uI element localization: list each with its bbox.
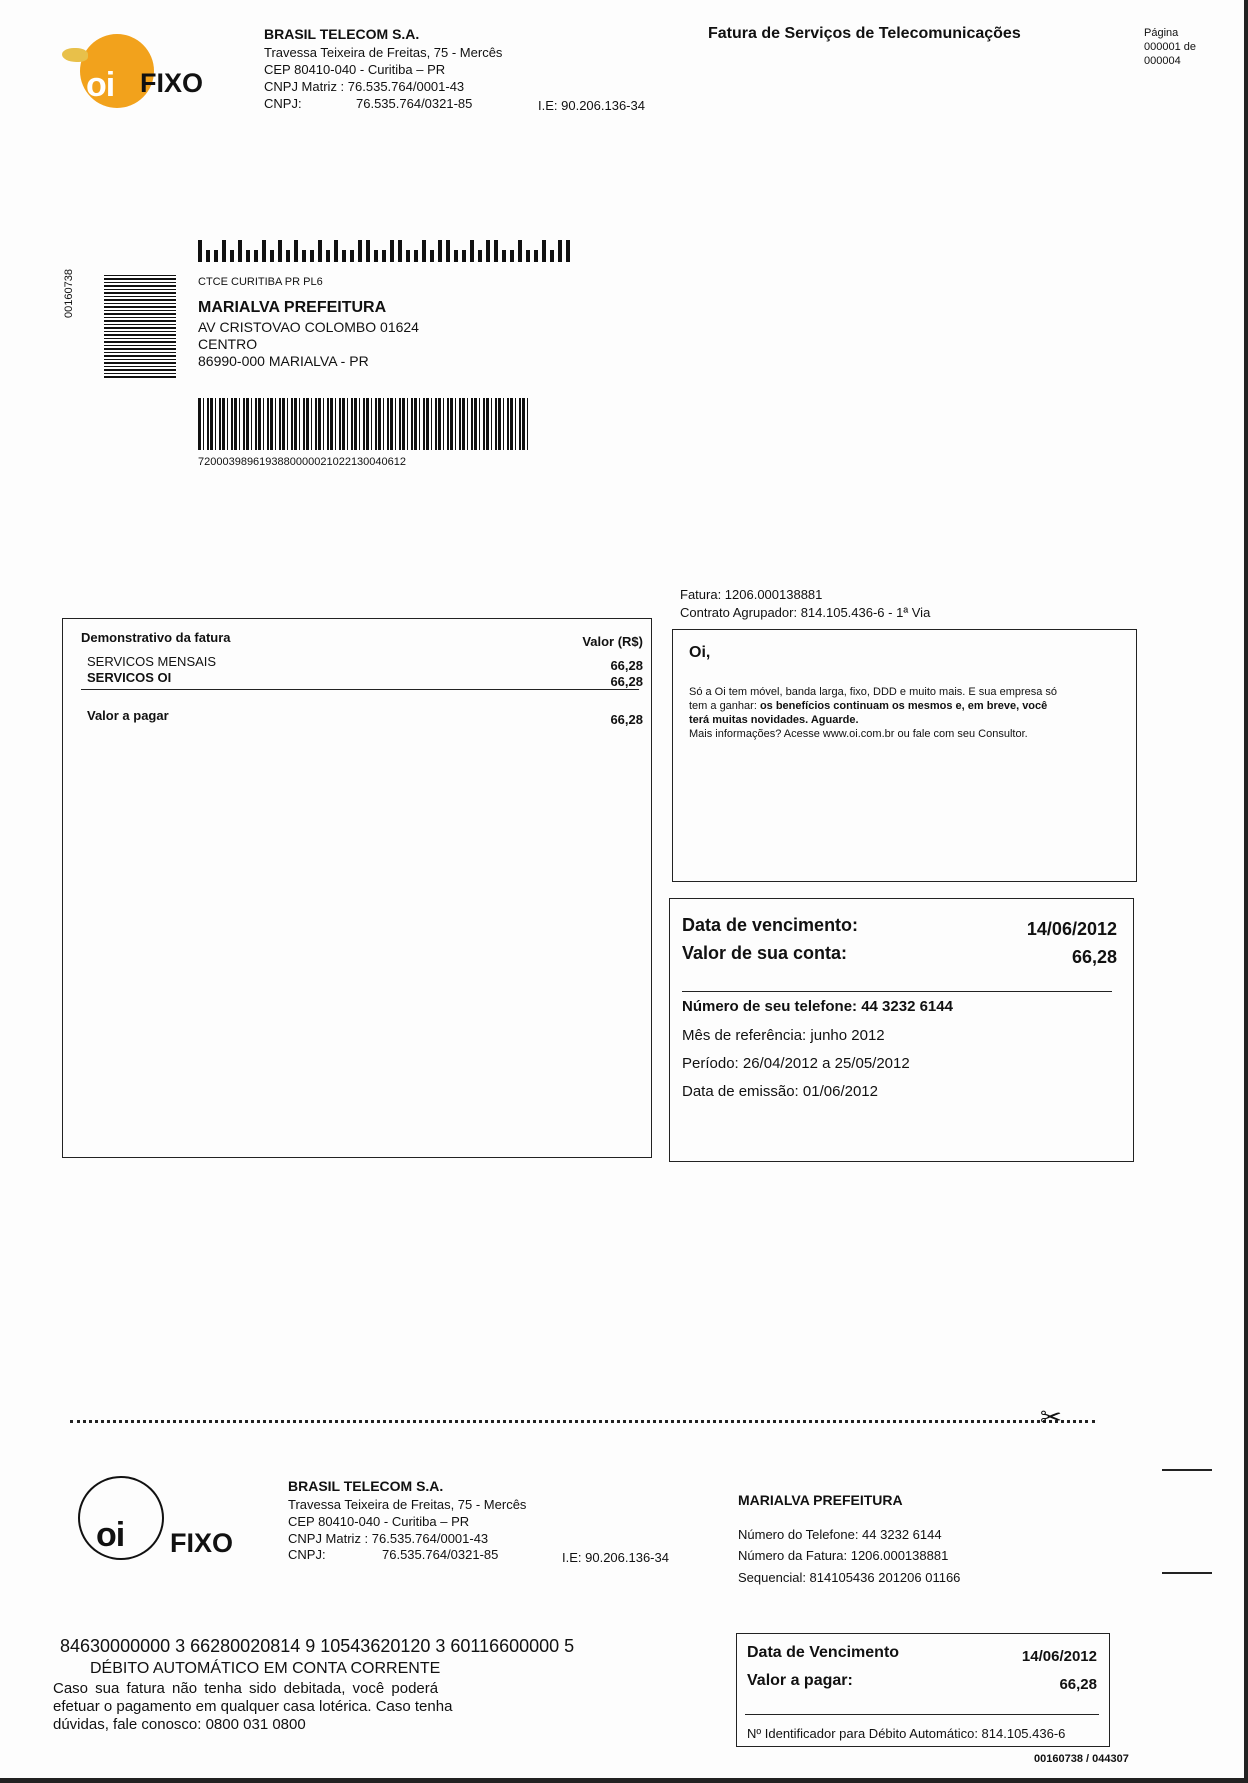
company-cnpj-matriz: CNPJ Matriz : 76.535.764/0001-43 bbox=[264, 79, 465, 94]
vertical-code: 00160738 bbox=[63, 269, 75, 318]
company-cnpj-value: 76.535.764/0321-85 bbox=[356, 96, 473, 111]
ref-month-line bbox=[682, 1027, 885, 1044]
message-line3: terá muitas novidades. Aguarde. bbox=[689, 714, 859, 726]
message-greeting: Oi, bbox=[689, 644, 711, 661]
margin-mark-bottom bbox=[1162, 1572, 1212, 1574]
message-line2 bbox=[689, 699, 1047, 713]
stub-doc-code: 00160738 / 044307 bbox=[1034, 1753, 1129, 1765]
period-value: 26/04/2012 a 25/05/2012 bbox=[742, 1055, 910, 1072]
cut-line bbox=[70, 1420, 1095, 1423]
debit-text-1: Caso sua fatura não tenha sido debitada, você poderá bbox=[53, 1680, 439, 1697]
invoice-number: Fatura: 1206.000138881 bbox=[680, 587, 823, 602]
logo-fixo-text: FIXO bbox=[140, 68, 204, 98]
stub-customer-name: MARIALVA PREFEITURA bbox=[738, 1492, 903, 1508]
phone-line bbox=[682, 998, 953, 1015]
ref-month-label: Mês de referência: bbox=[682, 1027, 811, 1044]
company-name: BRASIL TELECOM S.A. bbox=[264, 26, 420, 42]
routing-code: CTCE CURITIBA PR PL6 bbox=[198, 276, 323, 288]
phone-value: 44 3232 6144 bbox=[861, 998, 953, 1015]
emission-line bbox=[682, 1083, 878, 1100]
stub-company-cep: CEP 80410-040 - Curitiba – PR bbox=[288, 1514, 470, 1529]
total-label: Valor a pagar bbox=[87, 708, 169, 723]
scan-edge-right bbox=[1244, 0, 1248, 1783]
company-cnpj-label: CNPJ: bbox=[264, 96, 302, 111]
message-line1: Só a Oi tem móvel, banda larga, fixo, DDD e muito mais. E sua empresa só bbox=[689, 686, 1058, 698]
logo-bird-icon bbox=[62, 48, 88, 62]
stub-invoice: Número da Fatura: 1206.000138881 bbox=[738, 1548, 949, 1563]
digitable-line: 84630000000 3 66280020814 9 10543620120 3 60116600000 5 bbox=[60, 1636, 575, 1656]
message-line2b: os benefícios continuam os mesmos e, em breve, você bbox=[759, 700, 1048, 712]
stub-logo-fixo-text: FIXO bbox=[170, 1528, 234, 1558]
page-label: Página bbox=[1144, 27, 1179, 39]
debit-text-3: dúvidas, fale conosco: 0800 031 0800 bbox=[53, 1716, 306, 1733]
phone-label: Número de seu telefone: bbox=[682, 998, 862, 1015]
ref-month-value: junho 2012 bbox=[810, 1027, 885, 1044]
stub-pay-value: 66,28 bbox=[1059, 1676, 1097, 1693]
document-title: Fatura de Serviços de Telecomunicações bbox=[708, 25, 1021, 42]
vertical-barcode bbox=[104, 274, 176, 378]
item-label-1: SERVICOS OI bbox=[87, 670, 172, 685]
postal-barcode bbox=[198, 238, 570, 262]
period-label: Período: bbox=[682, 1055, 743, 1072]
logo-oi-text: oi bbox=[86, 66, 115, 104]
demonstrativo-rule bbox=[81, 689, 639, 690]
emission-value: 01/06/2012 bbox=[802, 1083, 878, 1100]
amount-label: Valor de sua conta: bbox=[682, 943, 848, 963]
scissors-icon: ✂ bbox=[1040, 1402, 1062, 1432]
stub-debit-id: Nº Identificador para Débito Automático: 814.105.436-6 bbox=[747, 1726, 1066, 1741]
debit-text-2: efetuar o pagamento em qualquer casa lotérica. Caso tenha bbox=[53, 1698, 453, 1715]
due-date-label: Data de vencimento: bbox=[682, 915, 859, 935]
amount-value: 66,28 bbox=[1071, 947, 1117, 967]
stub-company-cnpj-matriz: CNPJ Matriz : 76.535.764/0001-43 bbox=[288, 1531, 489, 1546]
item-label-0: SERVICOS MENSAIS bbox=[87, 654, 217, 669]
addressee-name: MARIALVA PREFEITURA bbox=[198, 299, 387, 316]
item-value-0: 66,28 bbox=[610, 658, 643, 673]
addressee-street: AV CRISTOVAO COLOMBO 01624 bbox=[198, 319, 419, 335]
stub-payment-box bbox=[736, 1633, 1110, 1747]
stub-phone: Número do Telefone: 44 3232 6144 bbox=[738, 1527, 942, 1542]
stub-logo-oi-text: oi bbox=[96, 1516, 125, 1554]
stub-due-value: 14/06/2012 bbox=[1021, 1648, 1097, 1665]
demonstrativo-title: Demonstrativo da fatura bbox=[81, 630, 231, 645]
page-number: 000001 de bbox=[1144, 41, 1196, 53]
page-total: 000004 bbox=[1144, 55, 1181, 67]
emission-label: Data de emissão: bbox=[682, 1083, 803, 1100]
summary-rule bbox=[682, 991, 1112, 992]
stub-pay-label: Valor a pagar: bbox=[747, 1672, 853, 1689]
scan-edge-bottom bbox=[0, 1778, 1248, 1783]
addressee-district: CENTRO bbox=[198, 336, 258, 352]
oi-fixo-logo bbox=[62, 28, 212, 113]
stub-payment-rule bbox=[745, 1714, 1099, 1715]
company-cep: CEP 80410-040 - Curitiba – PR bbox=[264, 62, 446, 77]
value-header: Valor (R$) bbox=[582, 634, 643, 649]
stub-sequencial: Sequencial: 814105436 201206 01166 bbox=[738, 1570, 961, 1585]
margin-mark-top bbox=[1162, 1469, 1212, 1471]
stub-company-address: Travessa Teixeira de Freitas, 75 - Mercês bbox=[288, 1497, 527, 1512]
company-ie: I.E: 90.206.136-34 bbox=[538, 98, 645, 113]
mail-barcode bbox=[198, 398, 530, 450]
mail-barcode-number: 72000398961938800000210221300406​12 bbox=[198, 456, 407, 468]
contract-number: Contrato Agrupador: 814.105.436-6 - 1ª Via bbox=[680, 605, 931, 620]
message-box bbox=[672, 629, 1137, 882]
debit-title: DÉBITO AUTOMÁTICO EM CONTA CORRENTE bbox=[90, 1660, 441, 1677]
summary-box bbox=[669, 898, 1134, 1162]
period-line bbox=[682, 1055, 910, 1072]
message-line4: Mais informações? Acesse www.oi.com.br ou fale com seu Consultor. bbox=[689, 728, 1028, 740]
stub-oi-fixo-logo bbox=[78, 1476, 248, 1566]
due-date-value: 14/06/2012 bbox=[1026, 919, 1117, 939]
message-line2a: tem a ganhar: bbox=[689, 700, 760, 712]
demonstrativo-box bbox=[62, 618, 652, 1158]
stub-company-cnpj-value: 76.535.764/0321-85 bbox=[382, 1547, 499, 1562]
company-address: Travessa Teixeira de Freitas, 75 - Mercês bbox=[264, 45, 503, 60]
stub-company-name: BRASIL TELECOM S.A. bbox=[288, 1478, 444, 1494]
item-value-1: 66,28 bbox=[610, 674, 643, 689]
stub-company-cnpj-label: CNPJ: bbox=[288, 1547, 326, 1562]
addressee-cep-city: 86990-000 MARIALVA - PR bbox=[198, 353, 369, 369]
total-value: 66,28 bbox=[610, 712, 643, 727]
stub-company-ie: I.E: 90.206.136-34 bbox=[562, 1550, 669, 1565]
stub-due-label: Data de Vencimento bbox=[747, 1644, 900, 1661]
